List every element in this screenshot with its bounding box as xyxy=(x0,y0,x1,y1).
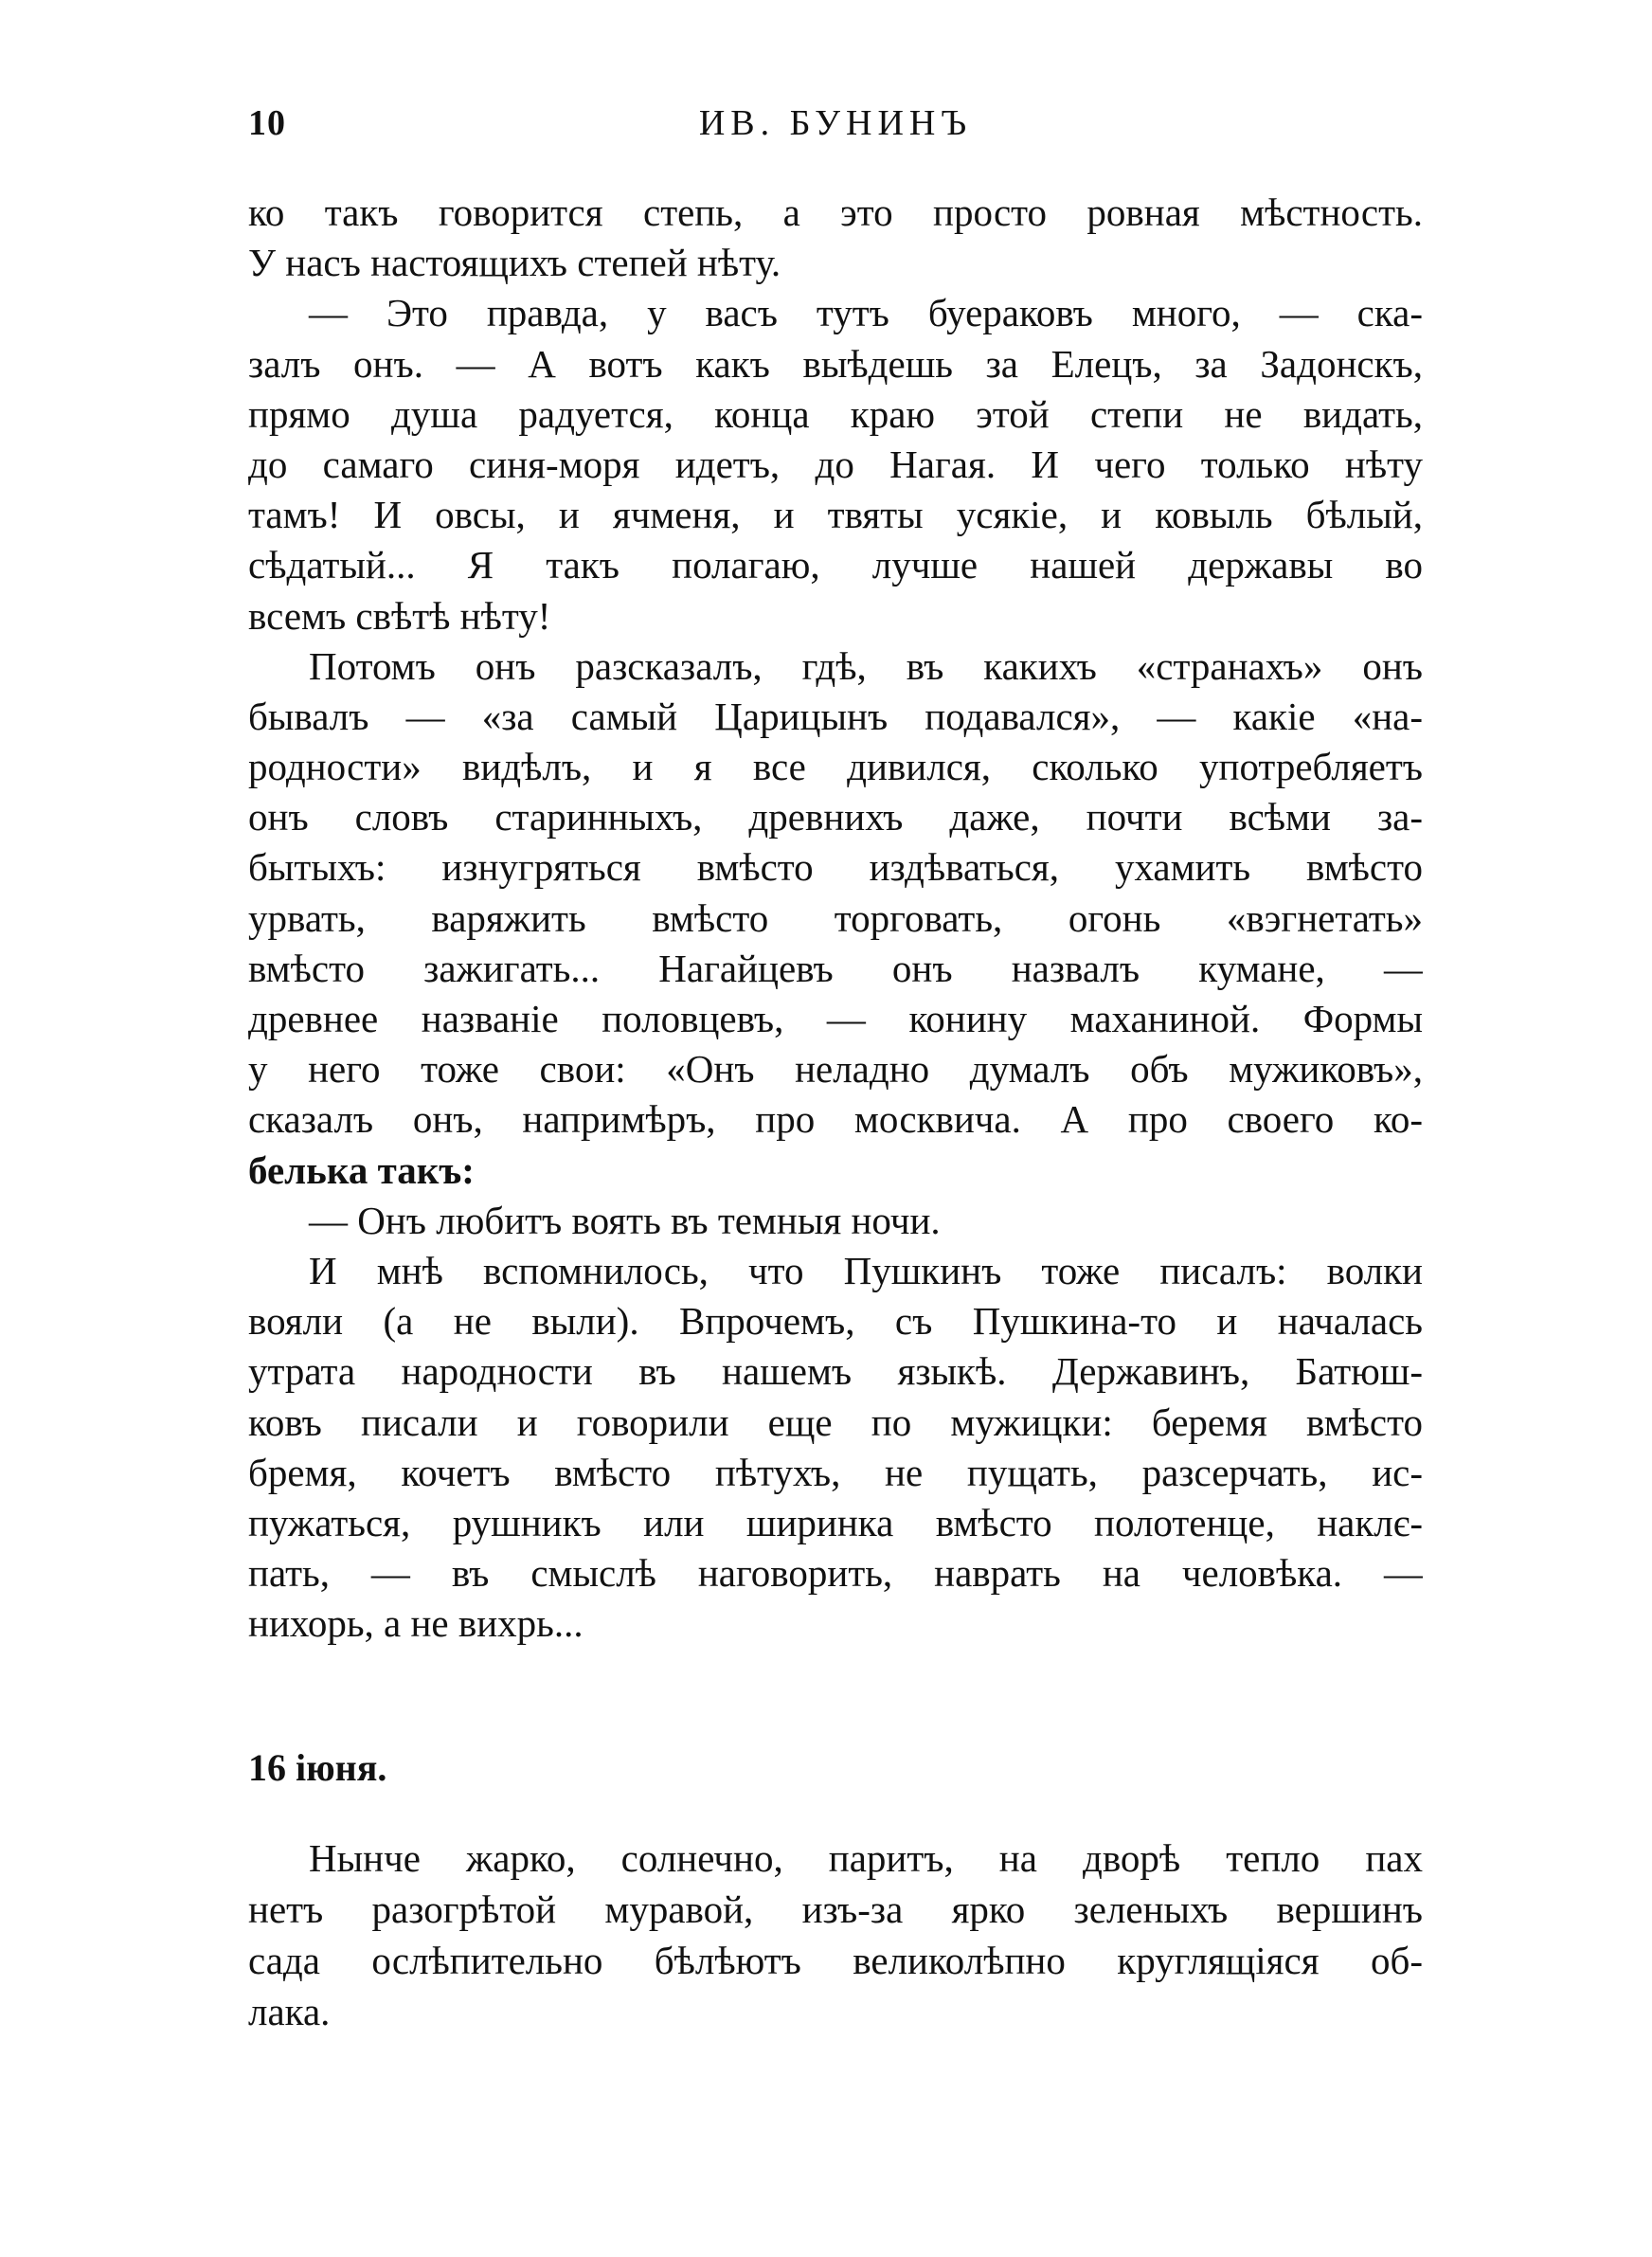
text-line: тамъ! И овсы, и ячменя, и твяты усякіе, и ковыль бѣлый, xyxy=(248,493,1423,537)
text-line: Потомъ онъ разсказалъ, гдѣ, въ какихъ «странахъ» онъ xyxy=(309,643,1423,688)
text-line: вмѣсто зажигать... Нагайцевъ онъ назвалъ кумане, — xyxy=(248,946,1423,990)
text-line: бремя, кочетъ вмѣсто пѣтухъ, не пущать, разсерчать, ис- xyxy=(248,1450,1423,1494)
text-line: залъ онъ. — А вотъ какъ выѣдешь за Елецъ, за Задонскъ, xyxy=(248,341,1423,386)
text-line: — Онъ любитъ воять въ темныя ночи. xyxy=(309,1198,941,1242)
text-line: вояли (а не выли). Впрочемъ, съ Пушкина-то и началась xyxy=(248,1299,1423,1344)
text-line: нихорь, а не вихрь... xyxy=(248,1601,584,1646)
text-line: ко такъ говорится степь, а это просто ровная мѣстность. xyxy=(248,190,1423,234)
text-line: лака. xyxy=(248,1990,331,2033)
text-line: сѣдатый... Я такъ полагаю, лучше нашей державы во xyxy=(248,543,1423,587)
text-line: онъ словъ старинныхъ, древнихъ даже, почти всѣми за- xyxy=(248,795,1423,840)
text-line: древнее названіе половцевъ, — конину маханиной. Формы xyxy=(248,997,1423,1040)
text-line: сада ослѣпительно бѣлѣютъ великолѣпно круглящіяся об- xyxy=(248,1939,1423,1982)
text-line: — Это правда, у васъ тутъ буераковъ много, — ска- xyxy=(309,291,1423,335)
text-line: бывалъ — «за самый Царицынъ подавался», — какіе «на- xyxy=(248,694,1423,738)
text-line: у него тоже свои: «Онъ неладно думалъ объ мужиковъ», xyxy=(248,1047,1423,1092)
text-line: У насъ настоящихъ степей нѣту. xyxy=(248,241,781,285)
date-heading: 16 іюня. xyxy=(248,1746,387,1789)
running-head: ИВ. БУНИНЪ xyxy=(698,103,973,143)
text-line: родности» видѣлъ, и я все дивился, сколько употребляетъ xyxy=(248,745,1423,789)
text-line: сказалъ онъ, напримѣръ, про москвича. А про своего ко- xyxy=(248,1097,1423,1142)
page-number: 10 xyxy=(248,103,286,143)
text-line: пужаться, рушникъ или ширинка вмѣсто полотенце, наклє- xyxy=(248,1500,1423,1544)
text-line: урвать, варяжить вмѣсто торговать, огонь «вэгнетать» xyxy=(248,895,1423,940)
body-text-2 xyxy=(248,1833,1423,2037)
text-line: Нынче жарко, солнечно, паритъ, на дворѣ тепло пах xyxy=(309,1836,1423,1880)
text-line: пать, — въ смыслѣ наговорить, наврать на человѣка. — xyxy=(248,1551,1423,1596)
text-line: прямо душа радуется, конца краю этой степи не видать, xyxy=(248,391,1423,436)
body-text xyxy=(248,188,1423,1649)
text-line: утрата народности въ нашемъ языкѣ. Державинъ, Батюш- xyxy=(248,1349,1423,1394)
text-line: нетъ разогрѣтой муравой, изъ-за ярко зеленыхъ вершинъ xyxy=(248,1887,1423,1931)
text-line: ковъ писали и говорили еще по мужицки: беремя вмѣсто xyxy=(248,1399,1423,1444)
text-line: бытыхъ: изнугряться вмѣсто издѣваться, ухамить вмѣсто xyxy=(248,845,1423,890)
text-line: И мнѣ вспомнилось, что Пушкинъ тоже писалъ: волки xyxy=(309,1248,1423,1292)
page-header xyxy=(248,102,1423,159)
text-line: до самаго синя-моря идетъ, до Нагая. И чего только нѣту xyxy=(248,442,1423,486)
text-line: всемъ свѣтѣ нѣту! xyxy=(248,593,551,638)
text-line: белька такъ: xyxy=(248,1147,475,1192)
